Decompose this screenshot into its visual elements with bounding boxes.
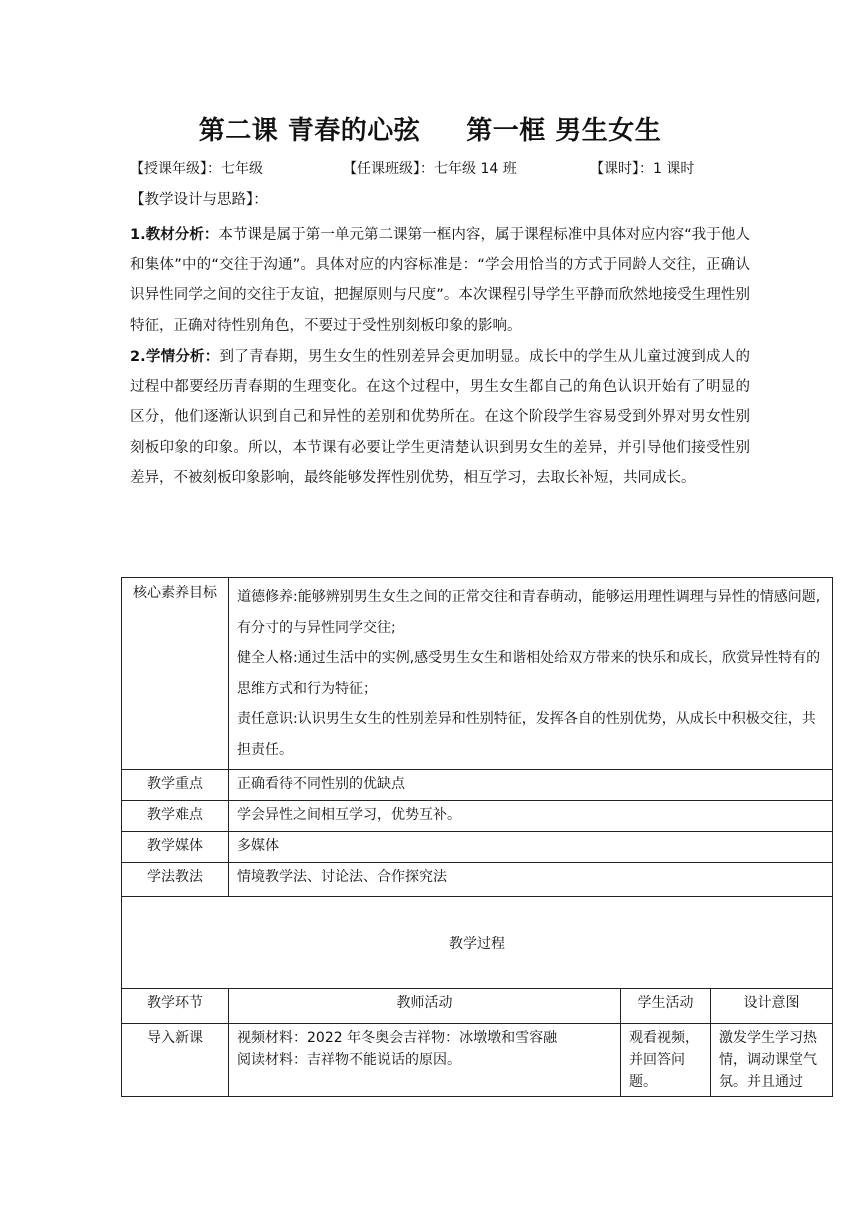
intent-header: 设计意图 (711, 989, 833, 1024)
process-title-row (122, 897, 833, 989)
intro-teacher-activity (229, 1024, 621, 1097)
student-analysis (130, 342, 750, 493)
student-header: 学生活动 (621, 989, 711, 1024)
key-point-value: 正确看待不同性别的优缺点 (229, 770, 833, 801)
student-analysis-text: 到了青春期，男生女生的性别差异会更加明显。成长中的学生从儿童过渡到成人的过程中都要经历青春期的生理变化。在这个过程中，男生女生都自己的角色认识开始有了明显的区分，他们逐渐认识到自己和异性的差别和优势所在。在这个阶段学生容易受到外界对男女性别刻板印象的印象。所以，本节课有必要让学生更清楚认识到男女生的差异，并引导他们接受性别差异，不被刻板印象影响，最终能够发挥性别优势，相互学习，去取长补短，共同成长。 (130, 349, 750, 486)
intro-stage: 导入新课 (122, 1024, 229, 1097)
textbook-analysis-text: 本节课是属于第一单元第二课第一框内容，属于课程标准中具体对应内容“我于他人和集体”中的“交往于沟通”。具体对应的内容标准是：“学会用恰当的方式于同龄人交往，正确认识异性同学之间的交往于友谊，把握原则与尺度”。本次课程引导学生平静而欣然地接受生理性别特征，正确对待性别角色，不要过于受性别刻板印象的影响。 (130, 227, 750, 334)
lesson-plan-table (121, 577, 833, 1097)
process-title: 教学过程 (122, 897, 833, 989)
goals-row (122, 578, 833, 770)
methods-value: 情境教学法、讨论法、合作探究法 (229, 863, 833, 897)
textbook-analysis-label: 1.教材分析： (130, 227, 219, 243)
student-analysis-label: 2.学情分析： (130, 349, 220, 365)
media-label: 教学媒体 (122, 832, 229, 863)
hours-info: 【课时】：1 课时 (590, 161, 695, 177)
goal-moral: 道德修养:能够辨别男生女生之间的正常交往和青春萌动，能够运用理性调理与异性的情感问题,有分寸的与异性同学交往; (237, 589, 821, 636)
goals-label: 核心素养目标 (122, 578, 229, 770)
table-row (122, 801, 833, 832)
goal-responsibility: 责任意识:认识男生女生的性别差异和性别特征，发挥各自的性别优势，从成长中积极交往，共担责任。 (237, 711, 816, 758)
intro-teacher-line: 阅读材料：吉祥物不能说话的原因。 (237, 1052, 461, 1068)
goals-content (229, 578, 833, 770)
media-value: 多媒体 (229, 832, 833, 863)
section-title: 第一框 男生女生 (466, 116, 662, 146)
difficulty-value: 学会异性之间相互学习，优势互补。 (229, 801, 833, 832)
intro-teacher-line: 视频材料：2022 年冬奥会吉祥物：冰墩墩和雪容融 (237, 1030, 558, 1046)
process-header-row (122, 989, 833, 1024)
table-row (122, 863, 833, 897)
table-row (122, 770, 833, 801)
teacher-header: 教师活动 (229, 989, 621, 1024)
difficulty-label: 教学难点 (122, 801, 229, 832)
table-row (122, 832, 833, 863)
intro-design-intent: 激发学生学习热情，调动课堂气氛。并且通过 (711, 1024, 833, 1097)
methods-label: 学法教法 (122, 863, 229, 897)
textbook-analysis (130, 220, 750, 341)
goal-personality: 健全人格:通过生活中的实例,感受男生女生和谐相处给双方带来的快乐和成长，欣赏异性特有的思维方式和行为特征； (237, 650, 821, 697)
stage-header: 教学环节 (122, 989, 229, 1024)
intro-row (122, 1024, 833, 1097)
grade-info: 【授课年级】：七年级 (130, 161, 263, 177)
key-point-label: 教学重点 (122, 770, 229, 801)
design-heading: 【教学设计与思路】： (130, 192, 268, 208)
lesson-title: 第二课 青春的心弦 (198, 116, 421, 146)
class-info: 【任课班级】：七年级 14 班 (343, 161, 517, 177)
document-title (0, 110, 860, 147)
intro-student-activity: 观看视频，并回答问题。 (621, 1024, 711, 1097)
